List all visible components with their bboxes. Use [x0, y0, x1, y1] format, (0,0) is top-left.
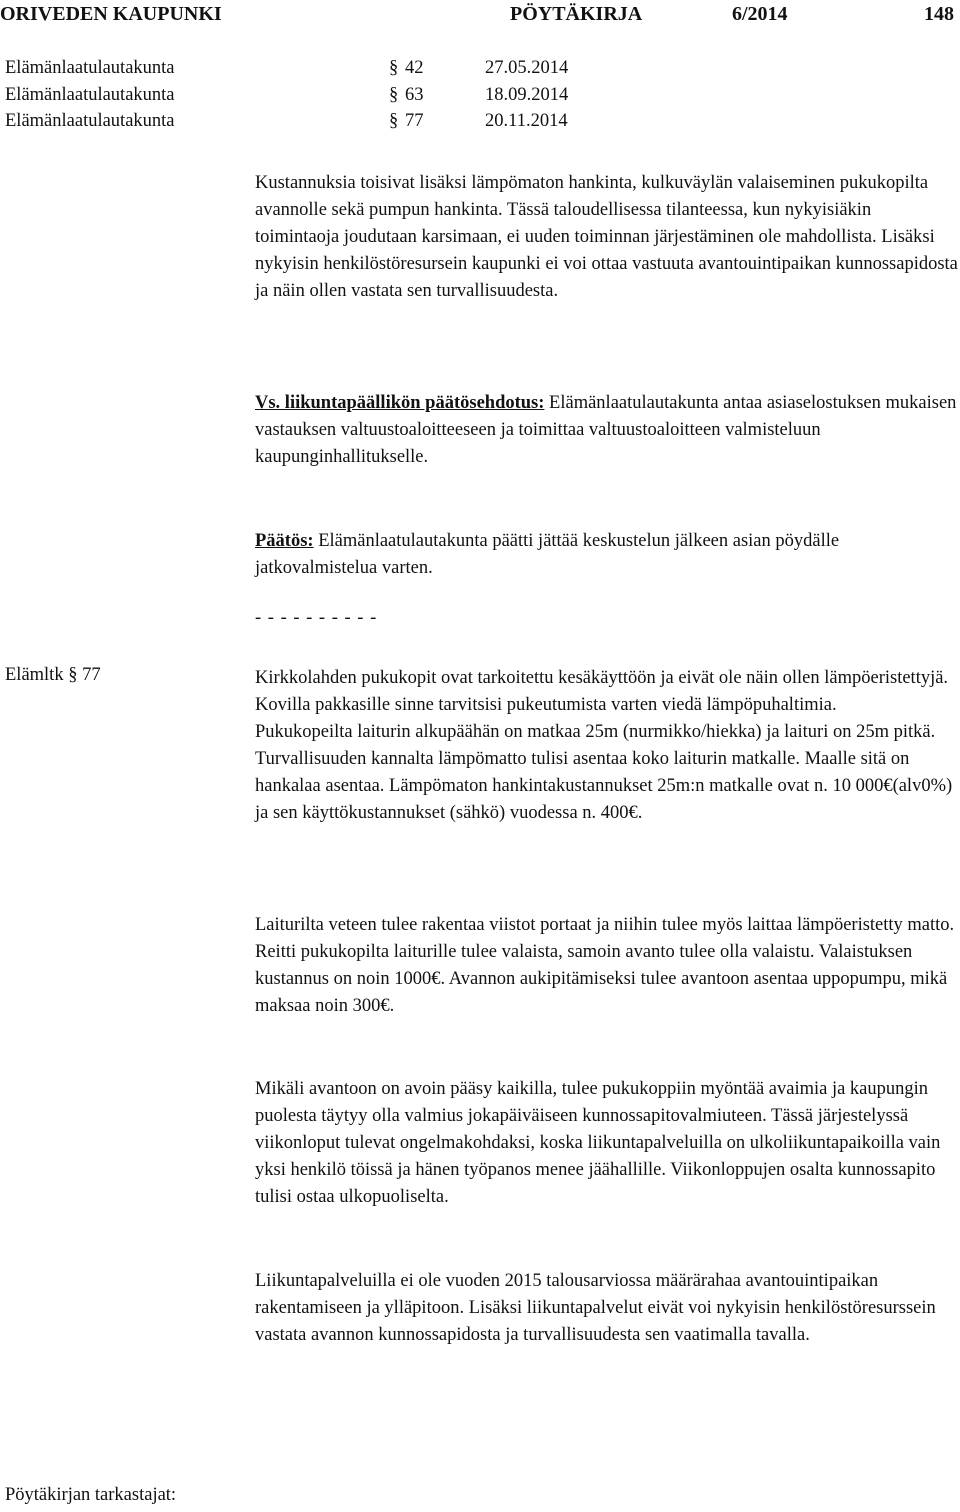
- reference-body: Elämänlaatulautakunta: [5, 111, 175, 131]
- proposal-text: Elämänlaatulautakunta antaa asiaselostuksen mukaisen vastauksen valtuustoaloitteeseen ja toimittaa valtuustoaloitteen valmisteluun kaupunginhallitukselle.: [255, 393, 957, 467]
- organization-name: ORIVEDEN KAUPUNKI: [0, 3, 222, 25]
- proposal-block: [255, 390, 960, 471]
- page-header: [0, 3, 960, 29]
- section-sign: §: [389, 58, 399, 78]
- body-paragraph-block: [255, 1076, 960, 1211]
- body-paragraph-block: [255, 665, 960, 827]
- body-paragraph: Laiturilta veteen tulee rakentaa viistot portaat ja niihin tulee myös laittaa lämpöeristetty matto. Reitti pukukopilta laiturille tulee valaista, samoin avanto tulee olla valaistu. Valaistuksen kustannus on noin 1000€. Avannon aukipitämiseksi tulee avantoon asentaa uppopumpu, mikä maksaa noin 300€.: [255, 915, 955, 1016]
- reference-date: 20.11.2014: [485, 111, 568, 131]
- body-paragraph-block: [255, 912, 960, 1020]
- decision-paragraph: [255, 528, 960, 582]
- proposal-label: Vs. liikuntapäällikön päätösehdotus:: [255, 393, 545, 413]
- issue-number: 6/2014: [732, 3, 788, 25]
- reference-number: 42: [405, 58, 424, 78]
- section-sign: §: [389, 111, 399, 131]
- proposal-paragraph: [255, 390, 960, 471]
- body-paragraph: Pukukopeilta laiturin alkupäähän on matkaa 25m (nurmikko/hiekka) ja laituri on 25m pitkä. Turvallisuuden kannalta lämpömatto tulisi asentaa koko laiturin matkalle. Maalle sitä on hankalaa asentaa. Lämpömaton hankintakustannukset 25m:n matkalle ovat n. 10 000€(alv0%) ja sen käyttökustannukset (sähkö) vuodessa n. 400€.: [255, 722, 953, 823]
- reference-date: 18.09.2014: [485, 84, 569, 105]
- body-paragraph: Liikuntapalveluilla ei ole vuoden 2015 talousarviossa määrärahaa avantouintipaikan rakentamiseen ja ylläpitoon. Lisäksi liikuntapalvelut eivät voi nykyisin henkilöstöresurssein vastata avannon kunnossapidosta ja turvallisuudesta sen vaatimalla tavalla.: [255, 1271, 936, 1345]
- page-number: 148: [924, 3, 954, 25]
- section-label: Elämltk: [5, 665, 64, 685]
- decision-text: Elämänlaatulautakunta päätti jättää keskustelun jälkeen asian pöydälle jatkovalmistelua varten.: [255, 531, 840, 578]
- reviewers-label: Pöytäkirjan tarkastajat:: [5, 1485, 177, 1505]
- decision-block: [255, 528, 960, 582]
- reference-body: Elämänlaatulautakunta: [5, 84, 175, 105]
- reference-number: 63: [405, 84, 424, 105]
- section-sign: §: [389, 84, 399, 105]
- body-paragraph: Mikäli avantoon on avoin pääsy kaikilla, tulee pukukoppiin myöntää avaimia ja kaupungin puolesta täytyy olla valmius jokapäiväiseen kunnossapitovalmiuteen. Tässä järjestelyssä viikonloput tulevat ongelmakohdaksi, koska liikuntapalveluilla on ulkoliikuntapaikoilla vain yksi henkilö töissä ja hänen työpanos menee jäähallille. Viikonloppujen osalta kunnossapito tulisi ostaa ulkopuoliselta.: [255, 1079, 941, 1207]
- reference-date: 27.05.2014: [485, 58, 569, 78]
- decision-label: Päätös:: [255, 531, 314, 551]
- reference-body: Elämänlaatulautakunta: [5, 58, 175, 78]
- body-paragraph-block: [255, 1268, 960, 1349]
- document-type: PÖYTÄKIRJA: [510, 3, 643, 25]
- section-number: 77: [82, 665, 101, 685]
- costs-paragraph-block: [255, 170, 960, 305]
- reference-row: [5, 85, 705, 112]
- section-reference: [5, 665, 101, 686]
- costs-paragraph: Kustannuksia toisivat lisäksi lämpömaton hankinta, kulkuväylän valaiseminen pukukopilta avannolle sekä pumpun hankinta. Tässä taloudellisessa tilanteessa, kun nykyisiäkin toimintaoja joudutaan karsimaan, ei uuden toiminnan järjestäminen ole mahdollista. Lisäksi nykyisin henkilöstöresursein kaupunki ei voi ottaa vastuuta avantouintipaikan kunnossapidosta ja näin ollen vastata sen turvallisuudesta.: [255, 173, 958, 301]
- reference-number: 77: [405, 111, 424, 131]
- section-sign: §: [68, 665, 78, 685]
- reference-row: [5, 111, 705, 138]
- body-paragraph: Kirkkolahden pukukopit ovat tarkoitettu kesäkäyttöön ja eivät ole näin ollen lämpöeristettyjä. Kovilla pakkasille sinne tarvitsisi pukeutumista varten viedä lämpöpuhaltimia.: [255, 668, 949, 715]
- reference-row: [5, 58, 705, 85]
- reference-list: [5, 58, 705, 138]
- section-separator: - - - - - - - - - -: [255, 608, 378, 628]
